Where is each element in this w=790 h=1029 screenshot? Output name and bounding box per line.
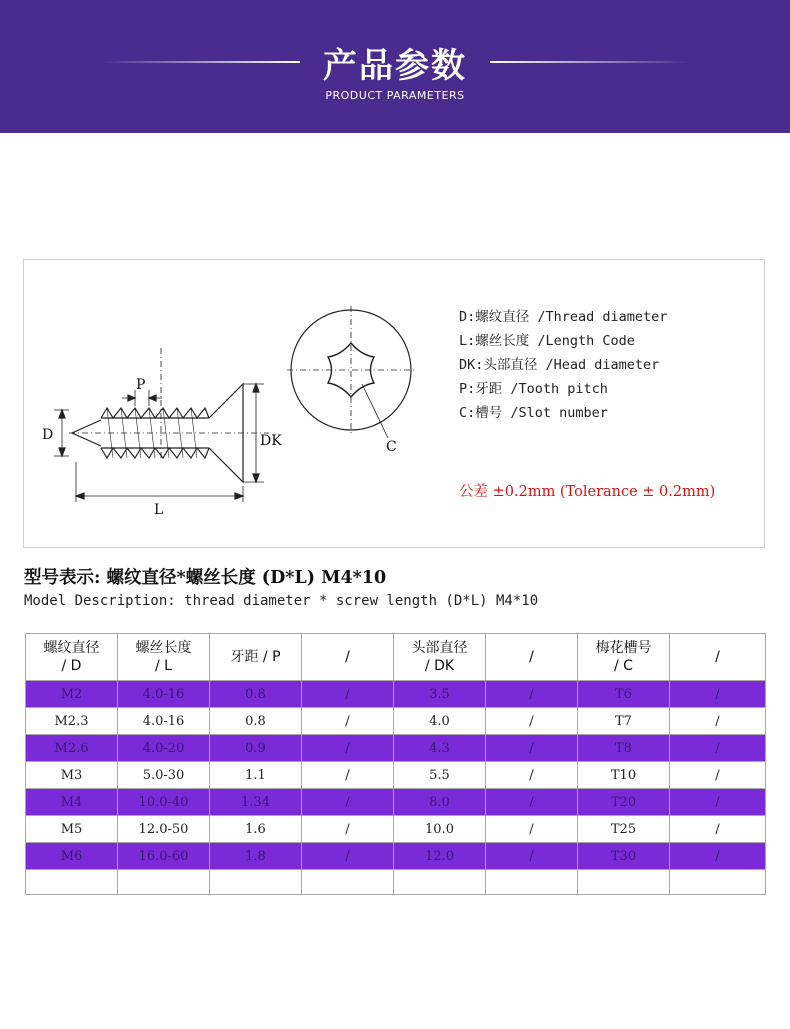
table-row	[26, 816, 766, 843]
table-cell: T20	[578, 789, 670, 816]
table-cell: 8.0	[394, 789, 486, 816]
table-cell: T7	[578, 708, 670, 735]
legend-item: C:槽号 /Slot number	[459, 405, 608, 421]
table-cell: /	[670, 816, 766, 843]
table-cell: 1.8	[210, 843, 302, 870]
dimension-legend	[459, 305, 667, 425]
page-subtitle: PRODUCT PARAMETERS	[325, 89, 465, 102]
header-slot-number: 梅花槽号 / C	[578, 634, 670, 681]
screw-diagram-panel	[23, 259, 765, 548]
table-cell: 1.6	[210, 816, 302, 843]
table-cell: /	[670, 789, 766, 816]
table-cell: /	[302, 816, 394, 843]
table-row	[26, 681, 766, 708]
table-cell	[486, 870, 578, 895]
table-cell: /	[670, 762, 766, 789]
table-cell: /	[302, 681, 394, 708]
table-cell	[118, 870, 210, 895]
table-cell: /	[670, 681, 766, 708]
banner-divider-right	[490, 61, 690, 63]
table-row-empty	[26, 870, 766, 895]
header-blank: /	[486, 634, 578, 681]
table-cell: M3	[26, 762, 118, 789]
legend-item: D:螺纹直径 /Thread diameter	[459, 309, 668, 325]
table-cell	[210, 870, 302, 895]
table-cell: /	[302, 708, 394, 735]
legend-item: DK:头部直径 /Head diameter	[459, 357, 660, 373]
table-cell: 12.0-50	[118, 816, 210, 843]
table-cell: 5.5	[394, 762, 486, 789]
header-head-diameter: 头部直径 / DK	[394, 634, 486, 681]
label-l: L	[154, 502, 164, 518]
table-cell: /	[486, 843, 578, 870]
label-c: C	[386, 439, 397, 455]
table-cell: /	[486, 708, 578, 735]
header-blank: /	[302, 634, 394, 681]
label-d: D	[42, 427, 54, 443]
table-cell: M2	[26, 681, 118, 708]
table-cell	[578, 870, 670, 895]
legend-item: P:牙距 /Tooth pitch	[459, 381, 608, 397]
table-row	[26, 762, 766, 789]
table-cell: 1.34	[210, 789, 302, 816]
table-header-row	[26, 634, 766, 681]
table-row	[26, 843, 766, 870]
table-cell: 12.0	[394, 843, 486, 870]
table-cell: /	[486, 789, 578, 816]
table-cell: /	[670, 735, 766, 762]
table-cell: /	[486, 735, 578, 762]
table-cell: 0.8	[210, 681, 302, 708]
table-cell: /	[486, 681, 578, 708]
table-cell: /	[670, 708, 766, 735]
model-description-en: Model Description: thread diameter * screw length (D*L) M4*10	[24, 593, 539, 609]
table-cell: /	[302, 762, 394, 789]
table-cell: T30	[578, 843, 670, 870]
screw-head-top-view	[287, 306, 415, 438]
table-cell: /	[302, 843, 394, 870]
label-dk: DK	[260, 433, 282, 449]
table-cell: 1.1	[210, 762, 302, 789]
table-row	[26, 735, 766, 762]
table-cell: M5	[26, 816, 118, 843]
table-row	[26, 789, 766, 816]
header-pitch: 牙距 / P	[210, 634, 302, 681]
table-cell: 4.0	[394, 708, 486, 735]
table-cell: T8	[578, 735, 670, 762]
table-cell: M2.3	[26, 708, 118, 735]
table-cell: 4.3	[394, 735, 486, 762]
table-cell: 5.0-30	[118, 762, 210, 789]
parameter-table	[25, 633, 766, 895]
table-cell: 0.8	[210, 708, 302, 735]
header-blank: /	[670, 634, 766, 681]
table-cell: 4.0-20	[118, 735, 210, 762]
header-length: 螺丝长度 / L	[118, 634, 210, 681]
table-cell	[670, 870, 766, 895]
table-cell	[302, 870, 394, 895]
table-cell: 0.9	[210, 735, 302, 762]
table-cell: T10	[578, 762, 670, 789]
table-cell	[394, 870, 486, 895]
table-cell	[26, 870, 118, 895]
table-cell: T25	[578, 816, 670, 843]
legend-item: L:螺丝长度 /Length Code	[459, 333, 635, 349]
table-cell: /	[486, 762, 578, 789]
table-cell: 4.0-16	[118, 681, 210, 708]
model-description-cn: 型号表示: 螺纹直径*螺丝长度 (D*L) M4*10	[24, 568, 387, 588]
table-cell: /	[486, 816, 578, 843]
table-cell: T6	[578, 681, 670, 708]
table-cell: M4	[26, 789, 118, 816]
table-cell: 4.0-16	[118, 708, 210, 735]
table-cell: /	[670, 843, 766, 870]
tolerance-note: 公差 ±0.2mm (Tolerance ± 0.2mm)	[459, 484, 716, 500]
table-cell: 10.0-40	[118, 789, 210, 816]
screw-side-view	[54, 348, 269, 502]
table-cell: M2.6	[26, 735, 118, 762]
table-cell: 16.0-60	[118, 843, 210, 870]
page-title: 产品参数	[323, 46, 467, 86]
table-row	[26, 708, 766, 735]
header-thread-diameter: 螺纹直径 / D	[26, 634, 118, 681]
table-cell: 10.0	[394, 816, 486, 843]
header-banner	[0, 0, 790, 133]
table-cell: 3.5	[394, 681, 486, 708]
table-cell: /	[302, 735, 394, 762]
label-p: P	[136, 377, 146, 393]
table-cell: /	[302, 789, 394, 816]
table-cell: M6	[26, 843, 118, 870]
